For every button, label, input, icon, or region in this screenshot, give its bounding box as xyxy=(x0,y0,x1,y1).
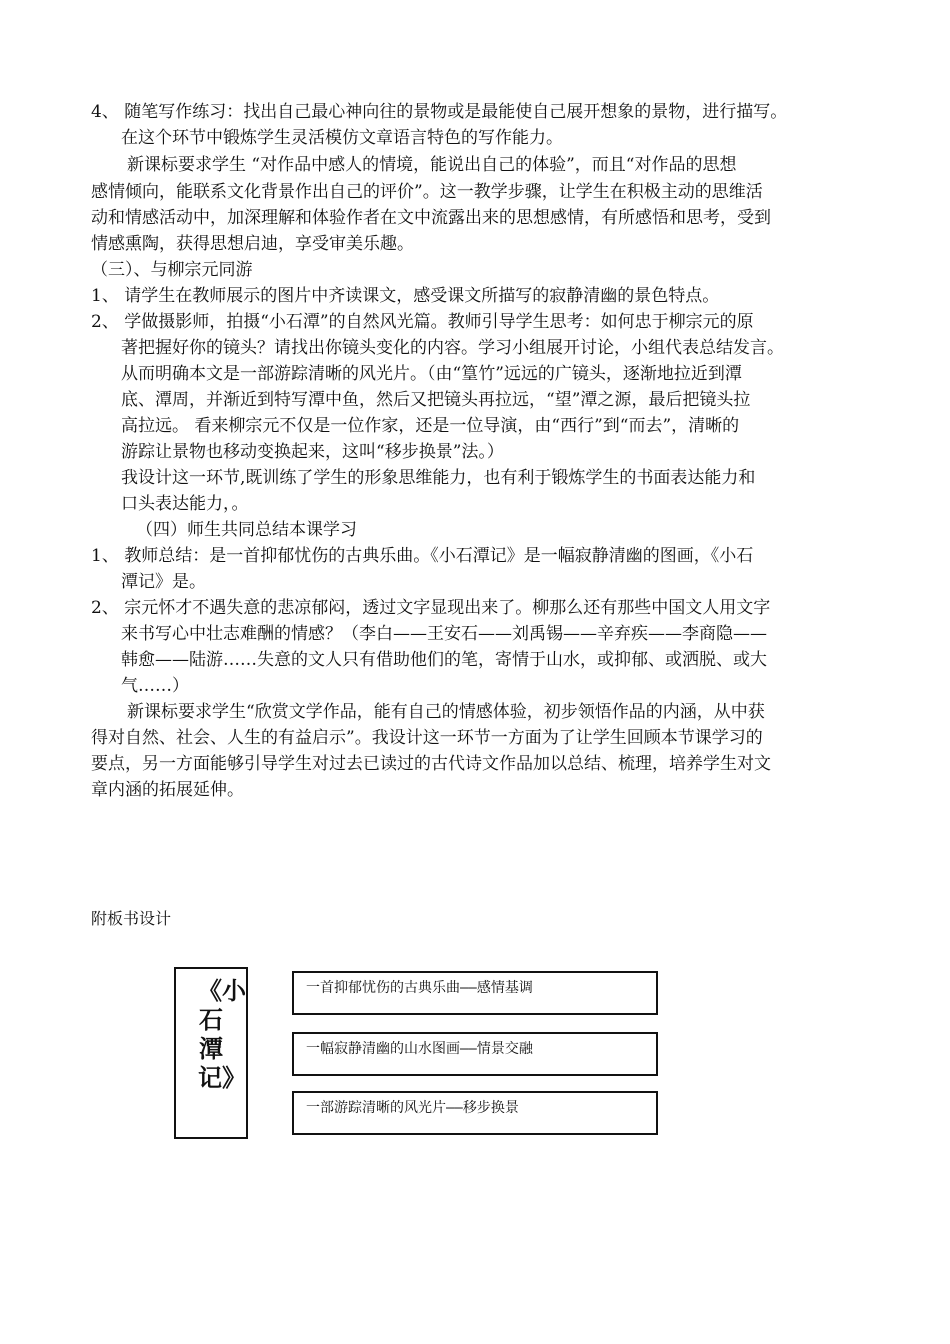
paragraph-line: 游踪让景物也移动变换起来，这叫“移步换景”法。） xyxy=(121,442,504,462)
paragraph-line: 潭记》是。 xyxy=(121,572,206,592)
paragraph-line: 底、潭周，并渐近到特写潭中鱼，然后又把镜头再拉远，“望”潭之源，最后把镜头拉 xyxy=(121,390,751,410)
board-item-box xyxy=(292,1091,658,1135)
paragraph-line: 韩愈——陆游……失意的文人只有借助他们的笔，寄情于山水，或抑郁、或洒脱、或大 xyxy=(121,650,767,670)
section-heading: （四）师生共同总结本课学习 xyxy=(136,520,357,540)
paragraph-line: 新课标要求学生“欣赏文学作品，能有自己的情感体验，初步领悟作品的内涵，从中获 xyxy=(127,702,765,722)
paragraph-line: 章内涵的拓展延伸。 xyxy=(91,780,244,800)
paragraph-line: 在这个环节中锻炼学生灵活模仿文章语言特色的写作能力。 xyxy=(121,128,563,148)
board-item-box xyxy=(292,1032,658,1076)
paragraph-line: 得对自然、社会、人生的有益启示”。我设计这一环节一方面为了让学生回顾本节课学习的 xyxy=(91,728,763,748)
paragraph-line: 情感熏陶，获得思想启迪，享受审美乐趣。 xyxy=(91,234,414,254)
board-item-text: 一幅寂静清幽的山水图画——情景交融 xyxy=(306,1041,533,1057)
list-item: 1、 教师总结：是一首抑郁忧伤的古典乐曲。《小石潭记》是一幅寂静清幽的图画，《小石 xyxy=(91,546,754,566)
paragraph-line: 新课标要求学生 “对作品中感人的情境，能说出自己的体验”，而且“对作品的思想 xyxy=(127,155,737,175)
paragraph-line: 要点，另一方面能够引导学生对过去已读过的古代诗文作品加以总结、梳理，培养学生对文 xyxy=(91,754,771,774)
list-item: 2、 学做摄影师，拍摄“小石潭”的自然风光篇。教师引导学生思考：如何忠于柳宗元的原 xyxy=(91,312,754,332)
paragraph-line: 动和情感活动中，加深理解和体验作者在文中流露出来的思想感情，有所感悟和思考，受到 xyxy=(91,208,771,228)
paragraph-line: 来书写心中壮志难酬的情感？（李白——王安石——刘禹锡——辛弃疾——李商隐—— xyxy=(121,624,767,644)
list-item: 2、 宗元怀才不遇失意的悲凉郁闷，透过文字显现出来了。柳那么还有那些中国文人用文字 xyxy=(91,598,771,618)
board-title: 《小石潭记》 xyxy=(198,977,246,1092)
paragraph-line: 4、 随笔写作练习：找出自己最心神向往的景物或是最能使自己展开想象的景物，进行描写。 xyxy=(91,102,788,122)
section-heading: （三）、与柳宗元同游 xyxy=(91,260,253,280)
paragraph-line: 著把握好你的镜头？请找出你镜头变化的内容。学习小组展开讨论，小组代表总结发言。 xyxy=(121,338,784,358)
paragraph-line: 我设计这一环节,既训练了学生的形象思维能力，也有利于锻炼学生的书面表达能力和 xyxy=(121,468,756,488)
board-item-text: 一部游踪清晰的风光片——移步换景 xyxy=(306,1100,519,1116)
paragraph-line: 从而明确本文是一部游踪清晰的风光片。（由“篁竹”远远的广镜头，逐渐地拉近到潭 xyxy=(121,364,742,384)
paragraph-line: 感情倾向，能联系文化背景作出自己的评价”。这一教学步骤，让学生在积极主动的思维活 xyxy=(91,182,763,202)
board-heading: 附板书设计 xyxy=(91,909,172,928)
paragraph-line: 高拉远。 看来柳宗元不仅是一位作家，还是一位导演，由“西行”到“而去”，清晰的 xyxy=(121,416,740,436)
board-item-text: 一首抑郁忧伤的古典乐曲——感情基调 xyxy=(306,980,533,996)
board-item-box xyxy=(292,971,658,1015)
list-item: 1、 请学生在教师展示的图片中齐读课文，感受课文所描写的寂静清幽的景色特点。 xyxy=(91,286,720,306)
paragraph-line: 气……） xyxy=(121,676,189,696)
board-title-box xyxy=(174,967,248,1139)
paragraph-line: 口头表达能力，。 xyxy=(121,494,249,514)
